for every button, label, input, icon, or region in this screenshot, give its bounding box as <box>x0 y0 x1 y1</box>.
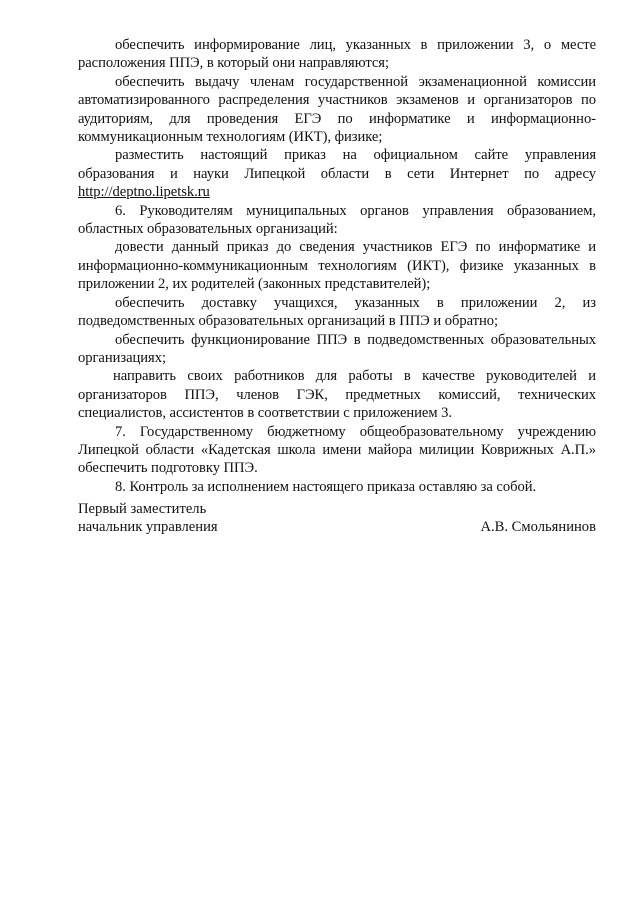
paragraph-ensure-delivery: обеспечить доставку учащихся, указанных в приложении 2, из подведомственных образовательных организаций в ППЭ и обратно; <box>78 294 596 330</box>
paragraph-item-7: 7. Государственному бюджетному общеобразовательному учреждению Липецкой области «Кадетская школа имени майора милиции Коврижных А.П.» обеспечить подготовку ППЭ. <box>78 423 596 477</box>
signature-block <box>78 500 596 537</box>
document-body <box>78 36 596 496</box>
paragraph-inform-location: обеспечить информирование лиц, указанных в приложении 3, о месте расположения ППЭ, в который они направляются; <box>78 37 596 72</box>
signature-row <box>78 518 596 536</box>
signature-name: А.В. Смольянинов <box>480 519 596 536</box>
signature-title-line2: начальник управления <box>78 519 218 536</box>
paragraph-assign-staff: направить своих работников для работы в качестве руководителей и организаторов ППЭ, членов ГЭК, предметных комиссий, технических специалистов, ассистентов в соответствии с приложением 3. <box>78 368 596 422</box>
paragraph-notify-participants: довести данный приказ до сведения участников ЕГЭ по информатике и информационно-коммуникационным технологиям (ИКТ), физике указанных в приложении 2, их родителей (законных представителей); <box>78 239 596 293</box>
paragraph-publish-order <box>78 146 596 201</box>
paragraph-publish-text: разместить настоящий приказ на официальном сайте управления образования и науки Липецкой области в сети Интернет по адресу <box>78 147 596 182</box>
paragraph-ensure-functioning: обеспечить функционирование ППЭ в подведомственных образовательных организациях; <box>78 331 596 366</box>
paragraph-item-6: 6. Руководителям муниципальных органов управления образованием, областных образовательных организаций: <box>78 202 596 238</box>
signature-title-line1: Первый заместитель <box>78 501 207 517</box>
paragraph-item-8: 8. Контроль за исполнением настоящего приказа оставляю за собой. <box>115 478 537 495</box>
paragraph-issue-distribution: обеспечить выдачу членам государственной экзаменационной комиссии автоматизированного распределения участников экзаменов и организаторов по аудиториям, для проведения ЕГЭ по информатике и информационно-коммуникационным технологиям (ИКТ), физике; <box>78 73 596 146</box>
website-link[interactable]: http://deptno.lipetsk.ru <box>78 184 210 201</box>
